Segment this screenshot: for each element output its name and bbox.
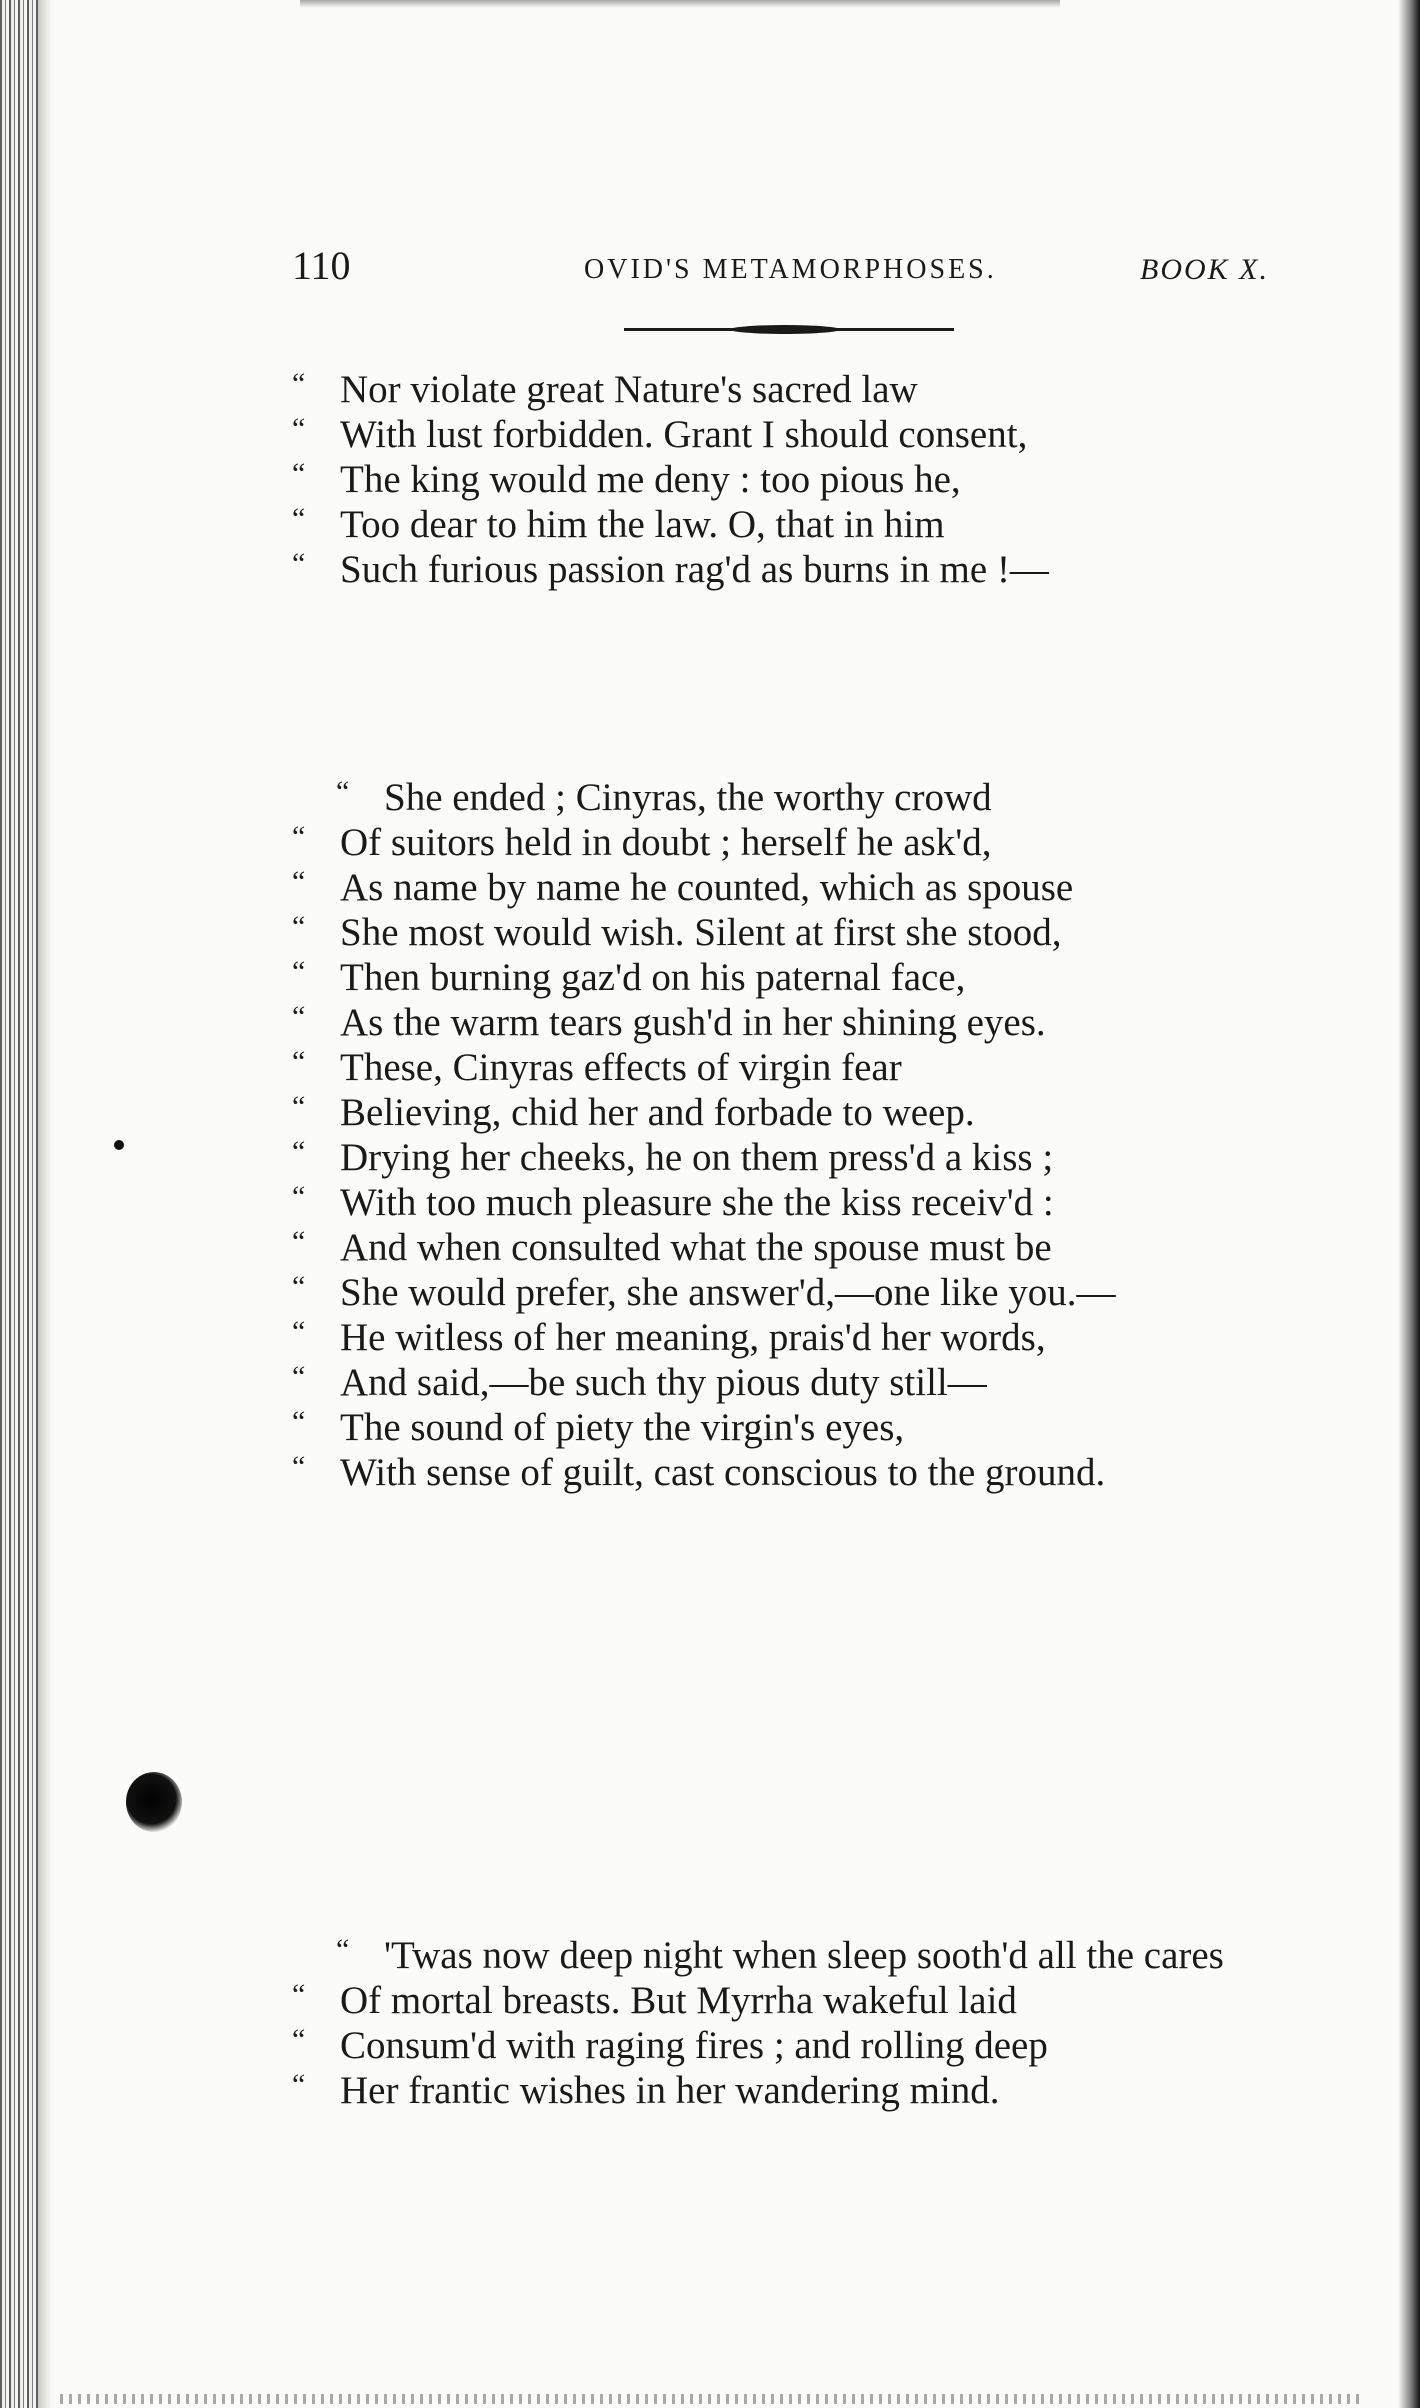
opening-quote-mark: “: [292, 1225, 306, 1258]
verse-line-text: Drying her cheeks, he on them press'd a kiss ;: [340, 1136, 1054, 1179]
verse-line-text: With sense of guilt, cast conscious to the ground.: [340, 1451, 1106, 1494]
verse-line-text: Of suitors held in doubt ; herself he ask'd,: [340, 821, 992, 864]
opening-quote-mark: “: [292, 457, 306, 490]
opening-quote-mark: “: [292, 1315, 306, 1348]
opening-quote-mark: “: [292, 1045, 306, 1078]
opening-quote-mark: “: [292, 1360, 306, 1393]
verse-line-text: With lust forbidden. Grant I should consent,: [340, 413, 1028, 456]
opening-quote-mark: “: [292, 1000, 306, 1033]
verse-line-text: She most would wish. Silent at first she stood,: [340, 911, 1062, 954]
opening-quote-mark: “: [292, 502, 306, 535]
verse-line-text: With too much pleasure she the kiss receiv'd :: [340, 1181, 1054, 1224]
opening-quote-mark: “: [292, 820, 306, 853]
verse-line-text: 'Twas now deep night when sleep sooth'd all the cares: [384, 1934, 1224, 1977]
opening-quote-mark: “: [336, 775, 350, 808]
opening-quote-mark: “: [292, 1135, 306, 1168]
verse-line-text: Nor violate great Nature's sacred law: [340, 368, 918, 411]
verse-line-text: Then burning gaz'd on his paternal face,: [340, 956, 966, 999]
verse-line-text: As name by name he counted, which as spouse: [340, 866, 1074, 909]
verse-line-text: Consum'd with raging fires ; and rolling deep: [340, 2024, 1048, 2067]
verse-line-text: These, Cinyras effects of virgin fear: [340, 1046, 902, 1089]
verse-line-text: He witless of her meaning, prais'd her words,: [340, 1316, 1046, 1359]
opening-quote-mark: “: [292, 412, 306, 445]
opening-quote-mark: “: [292, 1405, 306, 1438]
verse-line-text: Too dear to him the law. O, that in him: [340, 503, 945, 546]
verse-line-text: She ended ; Cinyras, the worthy crowd: [384, 776, 992, 819]
verse-line-text: And said,—be such thy pious duty still—: [340, 1361, 987, 1404]
opening-quote-mark: “: [292, 1978, 306, 2011]
opening-quote-mark: “: [292, 865, 306, 898]
verse-line-text: As the warm tears gush'd in her shining eyes.: [340, 1001, 1046, 1044]
verse-line-text: Such furious passion rag'd as burns in me !—: [340, 548, 1049, 591]
verse-line-text: Believing, chid her and forbade to weep.: [340, 1091, 975, 1134]
verse-line-text: Her frantic wishes in her wandering mind.: [340, 2069, 1000, 2112]
page-number: 110: [292, 243, 351, 288]
opening-quote-mark: “: [292, 1090, 306, 1123]
opening-quote-mark: “: [292, 1270, 306, 1303]
verse-line-text: The king would me deny : too pious he,: [340, 458, 961, 501]
opening-quote-mark: “: [292, 910, 306, 943]
opening-quote-mark: “: [292, 955, 306, 988]
opening-quote-mark: “: [336, 1933, 350, 1966]
opening-quote-mark: “: [292, 2023, 306, 2056]
running-head: OVID'S METAMORPHOSES.: [584, 254, 997, 285]
book-label: BOOK X.: [1140, 253, 1269, 286]
verse-line-text: The sound of piety the virgin's eyes,: [340, 1406, 905, 1449]
opening-quote-mark: “: [292, 547, 306, 580]
opening-quote-mark: “: [292, 1180, 306, 1213]
opening-quote-mark: “: [292, 1450, 306, 1483]
verse-line-text: Of mortal breasts. But Myrrha wakeful laid: [340, 1979, 1017, 2022]
opening-quote-mark: “: [292, 367, 306, 400]
verse-line-text: She would prefer, she answer'd,—one like you.—: [340, 1271, 1116, 1314]
opening-quote-mark: “: [292, 2068, 306, 2101]
verse-line-text: And when consulted what the spouse must be: [340, 1226, 1052, 1269]
